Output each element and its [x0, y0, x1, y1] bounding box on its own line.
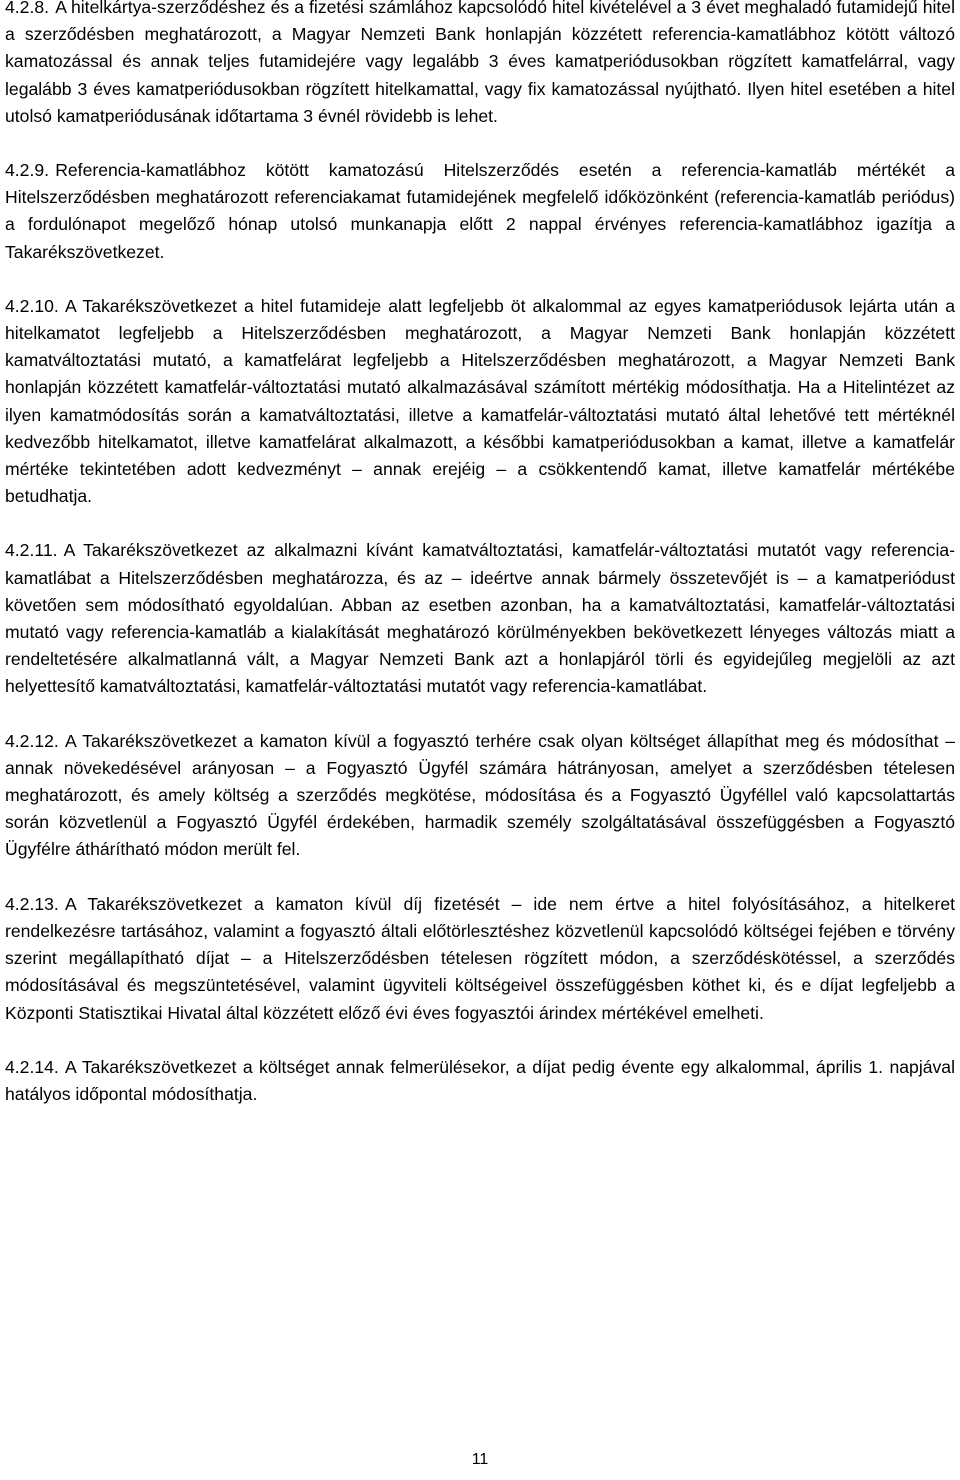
- paragraph-text: A Takarékszövetkezet a hitel futamideje alatt legfeljebb öt alkalommal az egyes kamatperiódusok lejárta után a hitelkamatot legfeljebb a Hitelszerződésben meghatározott, a Magyar Nemzeti Bank honlapján közzétett kamatváltoztatási mutató, a kamatfelárat legfeljebb a Hitelszerződésben meghatározott, a Magyar Nemzeti Bank honlapján közzétett kamatfelár-változtatási mutató alkalmazásával számított mértékig módosíthatja. Ha a Hitelintézet az ilyen kamatmódosítás során a kamatváltoztatási, illetve a kamatfelár-változtatási mutató által lehetővé tett mértéknél kedvezőbb hitelkamatot, illetve kamatfelárat alkalmazott, a későbbi kamatperiódusokban a kamat, illetve a kamatfelár mértéke tekintetében adott kedvezményt – annak erejéig – a csökkentendő kamat, illetve kamatfelár mértékébe betudhatja.: [5, 295, 955, 507]
- paragraph-4-2-12: [5, 728, 955, 864]
- paragraph-4-2-14: [5, 1054, 955, 1108]
- paragraph-number: 4.2.14.: [5, 1056, 59, 1077]
- document-page: [5, 0, 955, 1135]
- paragraph-4-2-10: [5, 293, 955, 511]
- paragraph-4-2-9: [5, 157, 955, 266]
- paragraph-4-2-11: [5, 537, 955, 700]
- paragraph-number: 4.2.8.: [5, 0, 50, 17]
- paragraph-4-2-13: [5, 891, 955, 1027]
- paragraph-text: A Takarékszövetkezet az alkalmazni kívánt kamatváltoztatási, kamatfelár-változtatási mutatót vagy referencia-kamatlábat a Hitelszerződésben meghatározza, és az – ideértve annak bármely összetevőjét is – a kamatperiódust követően sem módosítható egyoldalúan. Abban az esetben azonban, ha a kamatváltoztatási, kamatfelár-változtatási mutató vagy referencia-kamatláb a kialakítását meghatározó körülményekben bekövetkezett lényeges változás miatt a rendeltetésére alkalmatlanná vált, a Magyar Nemzeti Bank azt a honlapjáról törli és egyidejűleg megjelöli az azt helyettesítő kamatváltoztatási, kamatfelár-változtatási mutatót vagy referencia-kamatlábat.: [5, 540, 955, 697]
- paragraph-text: A hitelkártya-szerződéshez és a fizetési számlához kapcsolódó hitel kivételével a 3 évet meghaladó futamidejű hitel a szerződésben meghatározott, a Magyar Nemzeti Bank honlapján közzétett referencia-kamatlábhoz kötött változó kamatozással és annak teljes futamidejére vagy legalább 3 éves kamatperiódusokban rögzített kamatfelárral, vagy legalább 3 éves kamatperiódusokban rögzített hitelkamattal, vagy fix kamatozással nyújtható. Ilyen hitel esetében a hitel utolsó kamatperiódusának időtartama 3 évnél rövidebb is lehet.: [5, 0, 955, 126]
- paragraph-text: Referencia-kamatlábhoz kötött kamatozású Hitelszerződés esetén a referencia-kamatláb mértékét a Hitelszerződésben meghatározott referenciakamat futamidejének megfelelő időközönként (referencia-kamatláb periódus) a fordulónapot megelőző hónap utolsó munkanapja előtt 2 nappal érvényes referencia-kamatlábhoz igazítja a Takarékszövetkezet.: [5, 160, 955, 262]
- paragraph-number: 4.2.11.: [5, 540, 58, 561]
- paragraph-number: 4.2.10.: [5, 295, 59, 316]
- paragraph-number: 4.2.13.: [5, 893, 59, 914]
- paragraph-text: A Takarékszövetkezet a kamaton kívül a fogyasztó terhére csak olyan költséget állapíthat meg és módosíthat – annak növekedésével arányosan – a Fogyasztó Ügyfél számára hátrányosan, amelyet a szerződésben tételesen meghatározott, és amely költség a szerződés megkötése, módosítása és a Fogyasztó Ügyféllel való kapcsolattartás során közvetlenül a Fogyasztó Ügyfél érdekében, harmadik személy szolgáltatásával összefüggésben a Fogyasztó Ügyfélre áthárítható módon merült fel.: [5, 730, 955, 860]
- paragraph-text: A Takarékszövetkezet a költséget annak felmerülésekor, a díjat pedig évente egy alkalommal, április 1. napjával hatályos időpontal módosíthatja.: [5, 1056, 955, 1104]
- paragraph-text: A Takarékszövetkezet a kamaton kívül díj fizetését – ide nem értve a hitel folyósításához, a hitelkeret rendelkezésre tartásához, valamint a fogyasztó általi előtörlesztéshez közvetlenül kapcsolódó költségei fejében e törvény szerint megállapítható díjat – a Hitelszerződésben tételesen rögzített módon, a szerződéskötéssel, a szerződés módosításával és megszüntetésével, valamint ügyviteli költségeivel összefüggésben köthet ki, és e díjat legfeljebb a Központi Statisztikai Hivatal által közzétett előző évi éves fogyasztói árindex mértékével emelheti.: [5, 893, 955, 1023]
- paragraph-number: 4.2.9.: [5, 160, 50, 181]
- page-number: 11: [471, 1451, 489, 1468]
- paragraph-number: 4.2.12.: [5, 730, 59, 751]
- paragraph-4-2-8: [5, 0, 955, 130]
